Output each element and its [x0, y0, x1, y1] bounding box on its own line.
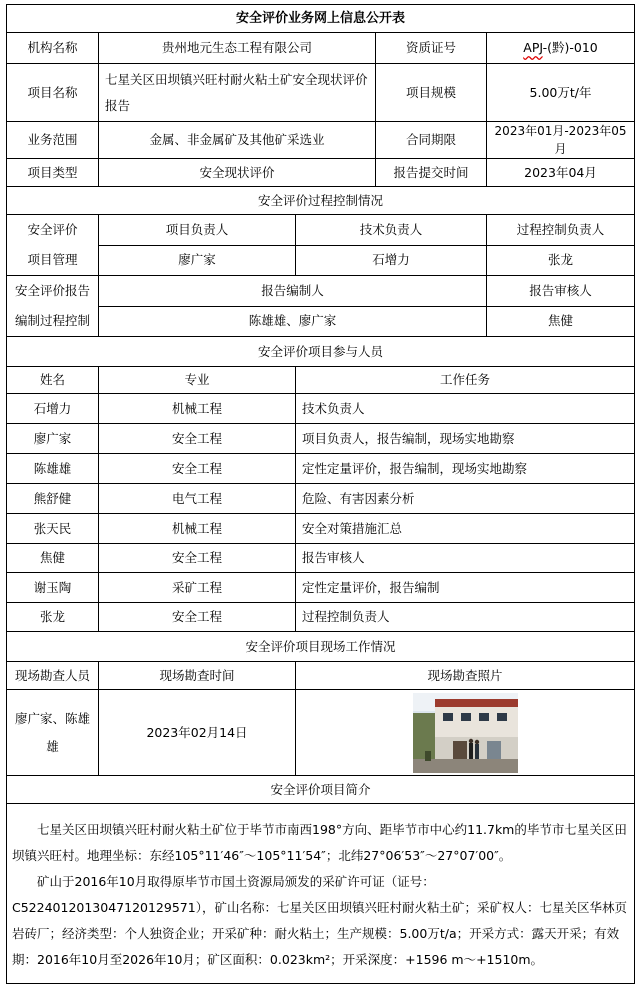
report-control-label	[7, 276, 99, 337]
scope-value: 金属、非金属矿及其他矿采选业	[99, 122, 376, 159]
site-photo-image	[413, 693, 518, 773]
table-row	[7, 454, 635, 484]
scale-value: 5.00万t/年	[487, 64, 635, 122]
cert-prefix: APJ	[523, 40, 543, 55]
contract-label: 合同期限	[376, 122, 487, 159]
cert-suffix: -(黔)-010	[542, 40, 598, 55]
participant-major: 安全工程	[99, 544, 296, 573]
site-header-time: 现场勘查时间	[99, 662, 296, 690]
table-row	[7, 603, 635, 632]
participant-name: 熊舒健	[7, 484, 99, 514]
contract-value: 2023年01月-2023年05月	[487, 122, 635, 159]
author-value: 陈雄雄、廖广家	[99, 306, 487, 337]
participant-name: 陈雄雄	[7, 454, 99, 484]
participant-major: 安全工程	[99, 603, 296, 632]
control-value: 张龙	[487, 245, 635, 276]
participant-major: 采矿工程	[99, 573, 296, 603]
disclosure-table	[6, 4, 635, 984]
summary-body	[7, 804, 635, 984]
participant-task: 安全对策措施汇总	[296, 514, 635, 544]
table-row	[7, 394, 635, 424]
report-label-line-2: 编制过程控制	[14, 313, 90, 328]
type-value: 安全现状评价	[99, 159, 376, 187]
table-row	[7, 514, 635, 544]
site-photo	[413, 693, 518, 773]
summary-paragraph-2: 矿山于2016年10月取得原毕节市国土资源局颁发的采矿许可证（证号：C5224012013047120129571），矿山名称：七星关区田坝镇兴旺村耐火粘土矿；采矿权人：七星关区华林页岩砖厂；经济类型：个人独资企业；开采矿种：耐火粘土；生产规模：5.00万t/a；开采方式：露天开采；有效期：2016年10月至2026年10月；矿区面积：0.023km²；开采深度：+1596 m～+1510m。	[12, 873, 627, 967]
participant-name: 焦健	[7, 544, 99, 573]
participant-name: 谢玉陶	[7, 573, 99, 603]
submit-label: 报告提交时间	[376, 159, 487, 187]
tech-value: 石增力	[296, 245, 487, 276]
participant-major: 安全工程	[99, 454, 296, 484]
table-row	[7, 484, 635, 514]
participant-task: 项目负责人，报告编制，现场实地勘察	[296, 424, 635, 454]
participants-header-task: 工作任务	[296, 367, 635, 394]
participants-section-title: 安全评价项目参与人员	[7, 337, 635, 367]
participant-name: 张天民	[7, 514, 99, 544]
reviewer-header: 报告审核人	[487, 276, 635, 307]
site-section-title: 安全评价项目现场工作情况	[7, 632, 635, 662]
participant-task: 危险、有害因素分析	[296, 484, 635, 514]
cert-label: 资质证号	[376, 33, 487, 64]
report-label-line-1: 安全评价报告	[14, 283, 90, 298]
scope-label: 业务范围	[7, 122, 99, 159]
participant-major: 电气工程	[99, 484, 296, 514]
mgmt-label-line-2: 项目管理	[27, 252, 78, 267]
leader-header: 项目负责人	[99, 215, 296, 246]
participant-task: 技术负责人	[296, 394, 635, 424]
participants-header-name: 姓名	[7, 367, 99, 394]
participant-task: 过程控制负责人	[296, 603, 635, 632]
participants-header-major: 专业	[99, 367, 296, 394]
participant-name: 石增力	[7, 394, 99, 424]
mgmt-label	[7, 215, 99, 276]
scale-label: 项目规模	[376, 64, 487, 122]
site-header-photo: 现场勘查照片	[296, 662, 635, 690]
participant-name: 廖广家	[7, 424, 99, 454]
participant-task: 定性定量评价，报告编制，现场实地勘察	[296, 454, 635, 484]
submit-value: 2023年04月	[487, 159, 635, 187]
type-label: 项目类型	[7, 159, 99, 187]
participant-major: 机械工程	[99, 394, 296, 424]
project-value: 七星关区田坝镇兴旺村耐火粘土矿安全现状评价报告	[99, 64, 376, 122]
participant-task: 报告审核人	[296, 544, 635, 573]
tech-header: 技术负责人	[296, 215, 487, 246]
org-value: 贵州地元生态工程有限公司	[99, 33, 376, 64]
participant-name: 张龙	[7, 603, 99, 632]
table-row	[7, 424, 635, 454]
summary-paragraph-1: 七星关区田坝镇兴旺村耐火粘土矿位于毕节市南西198°方向、距毕节市中心约11.7km的毕节市七星关区田坝镇兴旺村。地理坐标：东经105°11′46″～105°11′54″；北纬27°06′53″～27°07′00″。	[12, 821, 627, 863]
summary-section-title: 安全评价项目简介	[7, 776, 635, 804]
site-header-people: 现场勘查人员	[7, 662, 99, 690]
table-row	[7, 544, 635, 573]
disclosure-form	[6, 4, 634, 984]
participant-task: 定性定量评价，报告编制	[296, 573, 635, 603]
reviewer-value: 焦健	[487, 306, 635, 337]
participant-major: 安全工程	[99, 424, 296, 454]
cert-value	[487, 33, 635, 64]
site-photo-cell	[296, 690, 635, 776]
process-section-title: 安全评价过程控制情况	[7, 187, 635, 215]
author-header: 报告编制人	[99, 276, 487, 307]
leader-value: 廖广家	[99, 245, 296, 276]
participant-major: 机械工程	[99, 514, 296, 544]
table-row	[7, 573, 635, 603]
form-title: 安全评价业务网上信息公开表	[7, 5, 635, 33]
org-label: 机构名称	[7, 33, 99, 64]
mgmt-label-line-1: 安全评价	[27, 222, 78, 237]
site-people-value: 廖广家、陈雄雄	[7, 690, 99, 776]
site-time-value: 2023年02月14日	[99, 690, 296, 776]
project-label: 项目名称	[7, 64, 99, 122]
control-header: 过程控制负责人	[487, 215, 635, 246]
